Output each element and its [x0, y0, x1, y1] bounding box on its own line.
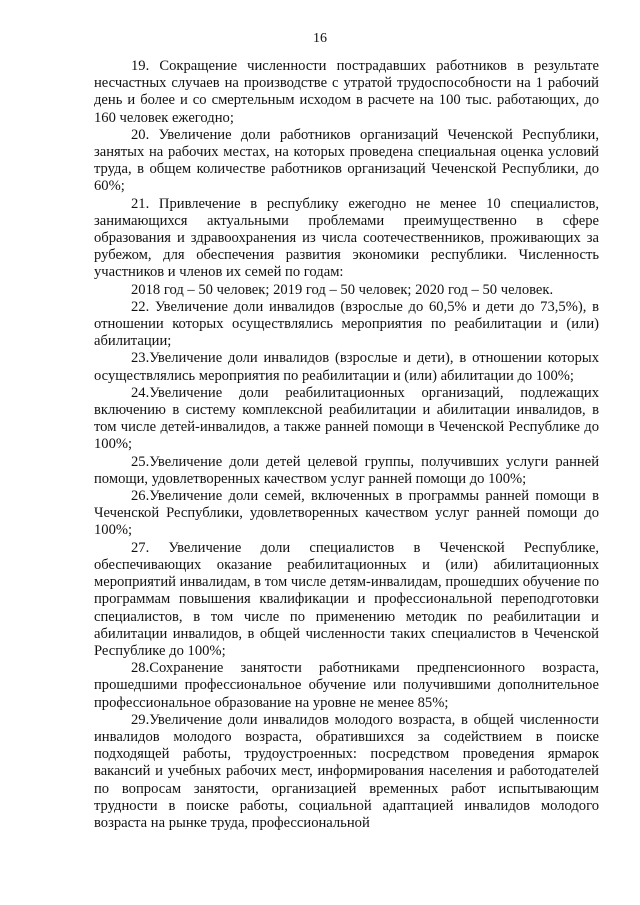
paragraph-26: 26.Увеличение доли семей, включенных в программы ранней помощи в Чеченской Республики, удовлетворенных качеством услуг ранней помощи до 100%; — [94, 488, 599, 539]
paragraph-28: 28.Сохранение занятости работниками предпенсионного возраста, прошедшими профессиональное обучение или получившими дополнительное профессиональное образование на уровне не менее 85%; — [94, 660, 599, 711]
paragraph-22: 22. Увеличение доли инвалидов (взрослые до 60,5% и дети до 73,5%), в отношении которых осуществлялись мероприятия по реабилитации и (или) абилитации; — [94, 298, 599, 350]
paragraph-21: 21. Привлечение в республику ежегодно не менее 10 специалистов, занимающихся актуальными проблемами преимущественно в сфере образования и здравоохранения из числа соотечественников, проживающих за рубежом, для обеспечения развития экономики республики. Численность участников и членов их семей по годам: — [94, 195, 599, 281]
paragraph-25: 25.Увеличение доли детей целевой группы, получивших услуги ранней помощи, удовлетворенных качеством услуг ранней помощи до 100%; — [94, 453, 599, 487]
paragraph-24: 24.Увеличение доли реабилитационных организаций, подлежащих включению в систему комплексной реабилитации и абилитации инвалидов, в том числе детей-инвалидов, а также ранней помощи в Чеченской Республике до 100%; — [94, 384, 599, 453]
paragraph-29: 29.Увеличение доли инвалидов молодого возраста, в общей численности инвалидов молодого возраста, обратившихся за содействием в поиске подходящей работы, трудоустроенных: посредством проведения ярмарок вакансий и учебных рабочих мест, информирования населения и работодателей по вопросам занятости, организацией временных работ испытывающим трудности в поиске работы, социальной адаптацией инвалидов молодого возраста на рынке труда, профессиональной — [94, 711, 599, 831]
document-body — [94, 58, 599, 832]
paragraph-23: 23.Увеличение доли инвалидов (взрослые и дети), в отношении которых осуществлялись мероприятия по реабилитации и (или) абилитации до 100%; — [94, 350, 599, 384]
paragraph-19: 19. Сокращение численности пострадавших работников в результате несчастных случаев на производстве с утратой трудоспособности на 1 рабочий день и более и со смертельным исходом в расчете на 100 тыс. работающих, до 160 человек ежегодно; — [94, 58, 599, 126]
paragraph-27: 27. Увеличение доли специалистов в Чеченской Республике, обеспечивающих оказание реабилитационных и (или) абилитационных мероприятий инвалидам, в том числе детям-инвалидам, прошедших обучение по программам повышения квалификации и профессиональной переподготовки специалистов, в том числе по применению методик по реабилитации и абилитации инвалидов, в общей численности таких специалистов в Чеченской Республике до 100%; — [94, 539, 599, 659]
paragraph-20: 20. Увеличение доли работников организаций Чеченской Республики, занятых на рабочих местах, на которых проведена специальная оценка условий труда, в общем количестве работников организаций Чеченской Республики, до 60%; — [94, 126, 599, 195]
page-number: 16 — [313, 31, 327, 46]
paragraph-21-years: 2018 год – 50 человек; 2019 год – 50 человек; 2020 год – 50 человек. — [131, 281, 554, 298]
